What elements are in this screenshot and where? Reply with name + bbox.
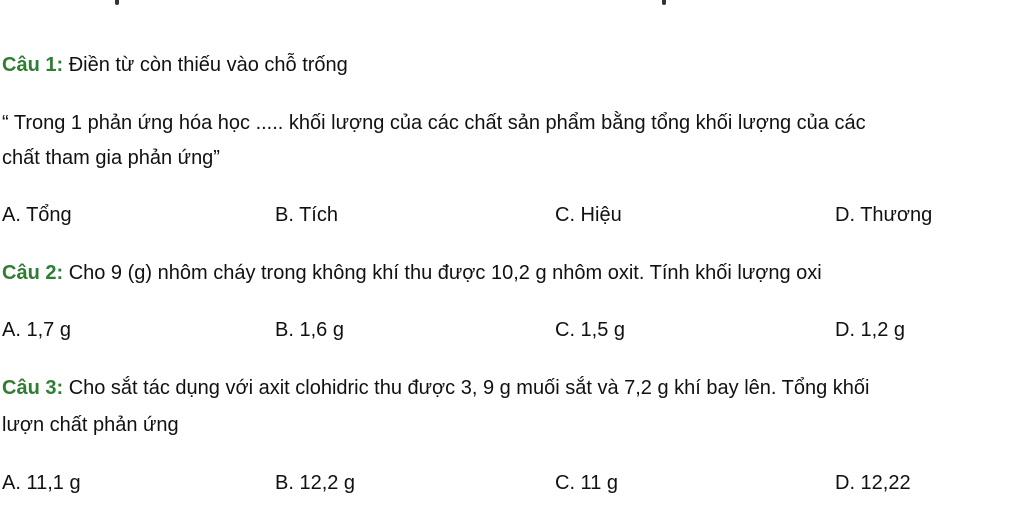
question-1-option-c[interactable]: C. Hiệu [555,204,622,226]
question-3-label: Câu 3: [2,377,64,399]
question-2-line-1 [2,261,822,285]
question-1-option-b[interactable]: B. Tích [275,204,338,226]
question-2-label: Câu 2: [2,262,64,284]
question-3-option-b[interactable]: B. 12,2 g [275,472,356,494]
question-1-text-2: “ Trong 1 phản ứng hóa học ..... khối lượng của các chất sản phẩm bằng tổng khối lượng của các [2,112,866,134]
question-3-option-d[interactable]: D. 12,22 [835,472,911,494]
question-1-line-2 [2,111,866,135]
question-3-line-1 [2,376,869,400]
question-3-text-2: lượn chất phản ứng [2,414,179,436]
question-3-line-2 [2,413,179,437]
question-2-option-b[interactable]: B. 1,6 g [275,319,344,341]
question-1-text-1: Điền từ còn thiếu vào chỗ trống [68,54,348,76]
question-3-option-c[interactable]: C. 11 g [555,472,618,494]
question-1-line-1 [2,53,348,77]
question-3-option-a[interactable]: A. 11,1 g [2,472,81,494]
question-3-text-1: Cho sắt tác dụng với axit clohidric thu được 3, 9 g muối sắt và 7,2 g khí bay lên. Tổng khối [68,377,870,399]
question-2-option-a[interactable]: A. 1,7 g [2,319,71,341]
question-2-text-1: Cho 9 (g) nhôm cháy trong không khí thu được 10,2 g nhôm oxit. Tính khối lượng oxi [68,262,822,284]
question-1-text-3: chất tham gia phản ứng” [2,147,220,169]
top-dot-left [115,0,119,5]
question-1-label: Câu 1: [2,54,64,76]
question-2-option-d[interactable]: D. 1,2 g [835,319,906,341]
question-1-line-3 [2,146,220,170]
question-1-option-a[interactable]: A. Tổng [2,204,72,226]
question-2-option-c[interactable]: C. 1,5 g [555,319,626,341]
top-dot-right [662,0,666,5]
question-1-option-d[interactable]: D. Thương [835,204,933,226]
